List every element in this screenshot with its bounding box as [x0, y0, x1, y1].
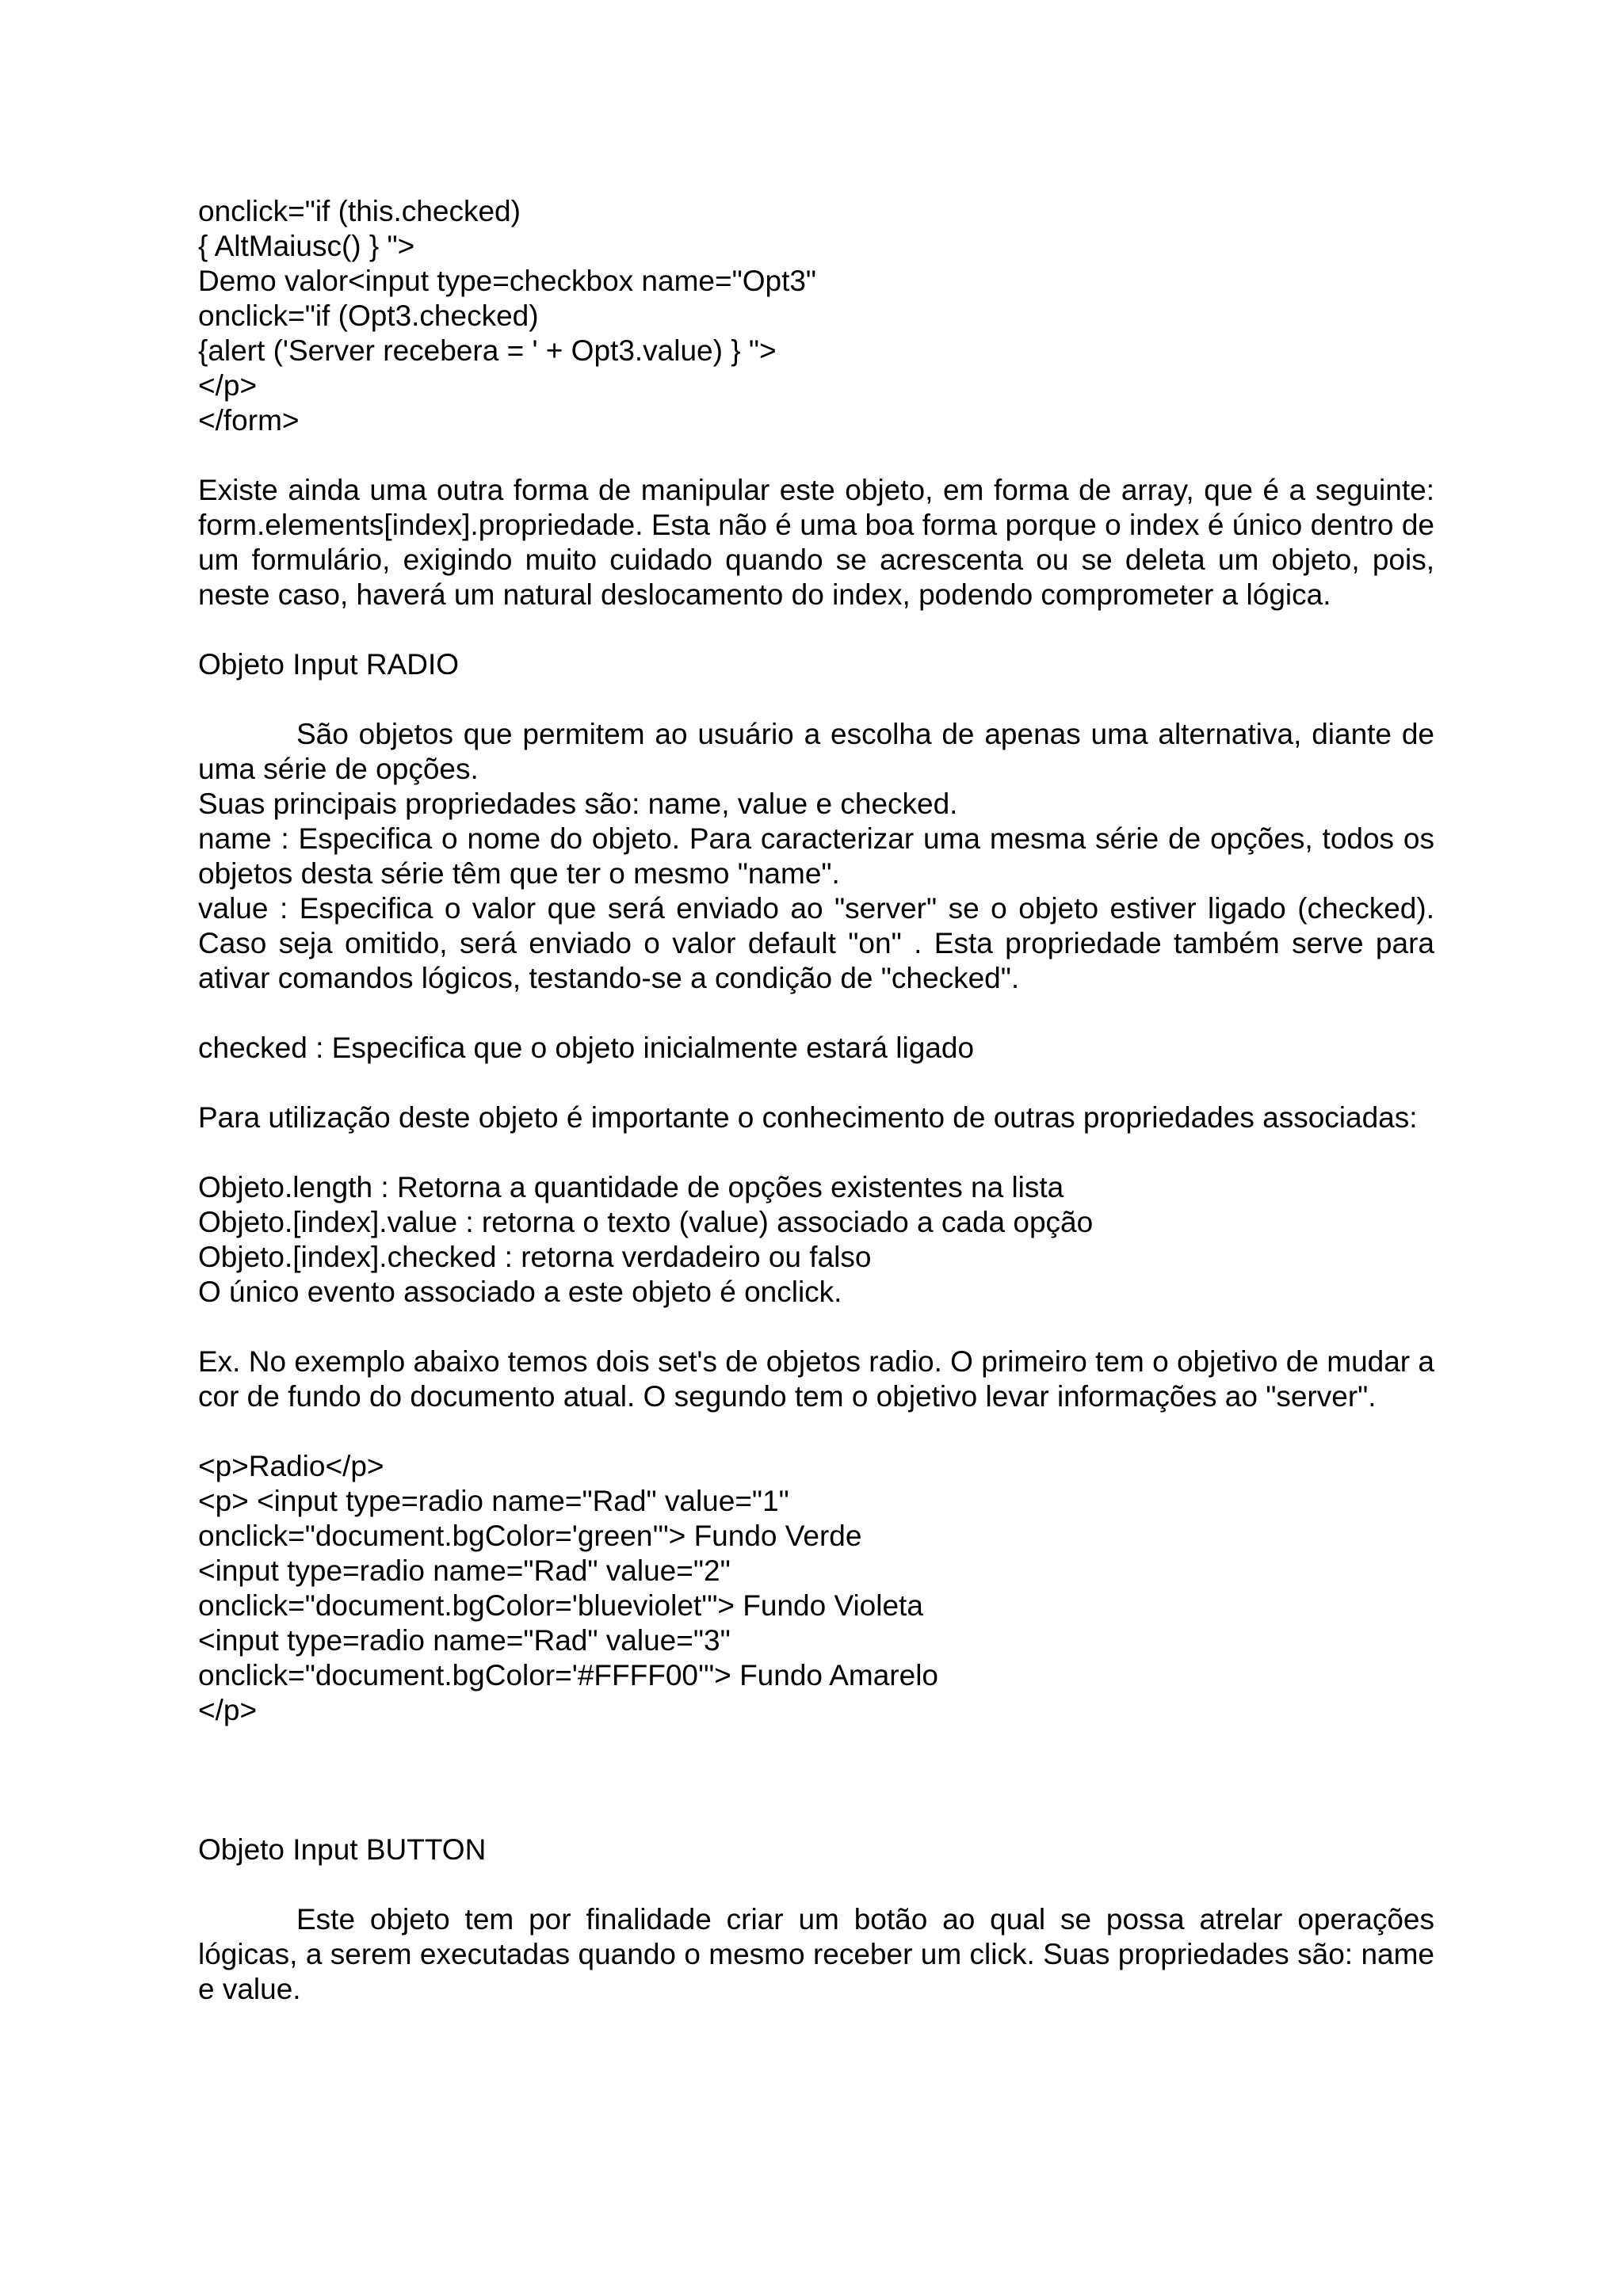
code-line: onclick="document.bgColor='green'"> Fundo Verde	[198, 1520, 862, 1552]
code-line: <p>Radio</p>	[198, 1450, 384, 1482]
paragraph-radio-intro: São objetos que permitem ao usuário a escolha de apenas uma alternativa, diante de uma série de opções.	[198, 718, 1434, 785]
paragraph-array-form: Existe ainda uma outra forma de manipular este objeto, em forma de array, que é a seguinte: form.elements[index].propriedade. Esta não é uma boa forma porque o index é único dentro de um formulário, exigindo muito cuidado quando se acrescenta ou se deleta um objeto, pois, neste caso, haverá um natural deslocamento do index, podendo comprometer a lógica.	[198, 474, 1434, 611]
code-line: onclick="document.bgColor='#FFFF00'"> Fundo Amarelo	[198, 1659, 938, 1691]
document-page	[198, 194, 1434, 2007]
code-line: {alert ('Server recebera = ' + Opt3.value) } ">	[198, 334, 777, 367]
paragraph-usage: Para utilização deste objeto é importante o conhecimento de outras propriedades associadas:	[198, 1101, 1418, 1134]
spacer	[198, 1066, 1434, 1100]
spacer	[198, 1728, 1434, 1833]
code-block-radio	[198, 1449, 1434, 1728]
spacer	[198, 1135, 1434, 1170]
spacer	[198, 1310, 1434, 1344]
code-line: { AltMaiusc() } ">	[198, 230, 415, 262]
properties-line: Suas principais propriedades são: name, value e checked.	[198, 788, 958, 820]
list-item: Objeto.length : Retorna a quantidade de opções existentes na lista	[198, 1171, 1064, 1203]
code-line: onclick="if (this.checked)	[198, 195, 521, 227]
paragraph-name-property: name : Especifica o nome do objeto. Para caracterizar uma mesma série de opções, todos os objetos desta série têm que ter o mesmo "name".	[198, 822, 1434, 890]
code-line: Demo valor<input type=checkbox name="Opt3"	[198, 265, 817, 297]
code-line: onclick="document.bgColor='blueviolet'"> Fundo Violeta	[198, 1589, 923, 1622]
spacer	[198, 996, 1434, 1031]
code-line: </p>	[198, 1694, 258, 1726]
paragraph-button: Este objeto tem por finalidade criar um botão ao qual se possa atrelar operações lógicas, a serem executadas quando o mesmo receber um click. Suas propriedades são: name e value.	[198, 1903, 1434, 2005]
code-line: </p>	[198, 369, 258, 402]
code-line: </form>	[198, 404, 300, 437]
paragraph-example: Ex. No exemplo abaixo temos dois set's de objetos radio. O primeiro tem o objetivo de mudar a cor de fundo do documento atual. O segundo tem o objetivo levar informações ao "server".	[198, 1345, 1434, 1413]
list-item: O único evento associado a este objeto é onclick.	[198, 1276, 842, 1308]
checked-property-line: checked : Especifica que o objeto inicialmente estará ligado	[198, 1032, 975, 1064]
paragraph-value-property: value : Especifica o valor que será enviado ao "server" se o objeto estiver ligado (checked). Caso seja omitido, será enviado o valor default "on" . Esta propriedade também serve para ativar comandos lógicos, testando-se a condição de "checked".	[198, 892, 1434, 994]
code-line: <input type=radio name="Rad" value="2"	[198, 1554, 731, 1587]
code-block-checkbox	[198, 194, 1434, 438]
list-item: Objeto.[index].value : retorna o texto (value) associado a cada opção	[198, 1206, 1094, 1238]
list-item: Objeto.[index].checked : retorna verdadeiro ou falso	[198, 1241, 872, 1273]
section-heading-button: Objeto Input BUTTON	[198, 1833, 487, 1866]
spacer	[198, 1414, 1434, 1449]
spacer	[198, 682, 1434, 717]
spacer	[198, 438, 1434, 473]
code-line: <input type=radio name="Rad" value="3"	[198, 1624, 731, 1657]
code-line: onclick="if (Opt3.checked)	[198, 299, 539, 332]
section-heading-radio: Objeto Input RADIO	[198, 648, 460, 681]
spacer	[198, 612, 1434, 647]
spacer	[198, 1867, 1434, 1902]
associated-properties-list	[198, 1170, 1434, 1310]
code-line: <p> <input type=radio name="Rad" value="1"	[198, 1485, 789, 1517]
